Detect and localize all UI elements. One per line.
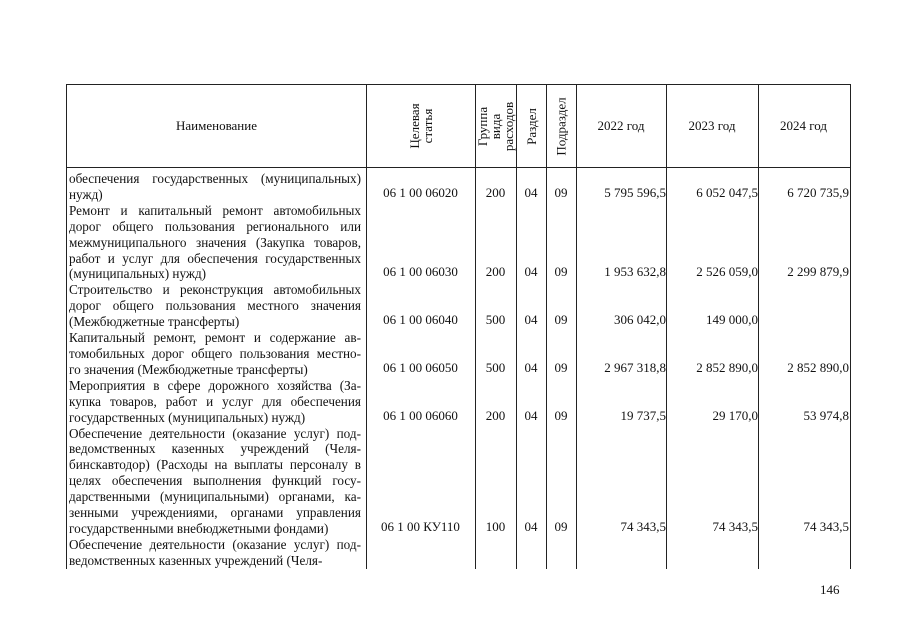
row-expense-group: 100 [485, 518, 506, 534]
header-section: Раздел [523, 107, 539, 145]
row-name-line: Капитальный ремонт, ремонт и содержание ав- [69, 330, 361, 346]
row-name-line: дорог общего пользования регионального или [69, 218, 361, 234]
row-expense-group: 200 [485, 407, 506, 423]
row-section: 04 [524, 518, 538, 534]
row-code: 06 1 00 КУ110 [381, 518, 460, 534]
row-expense-group: 500 [485, 312, 506, 328]
row-name-line: государственных (муниципальных) нужд) [69, 409, 306, 425]
row-subsection: 09 [554, 518, 568, 534]
row-subsection: 09 [554, 312, 568, 328]
table-row [67, 282, 850, 330]
table-row [67, 426, 850, 537]
row-value-2024: 2 299 879,9 [787, 264, 849, 280]
row-value-2023: 6 052 047,5 [696, 184, 758, 200]
row-section: 04 [524, 359, 538, 375]
table-body [67, 171, 850, 569]
row-value-2024: 74 343,5 [803, 518, 849, 534]
header-divider [67, 167, 850, 168]
table-row [67, 330, 850, 378]
row-name [67, 171, 361, 203]
row-name [67, 378, 361, 426]
row-name-line: бинскавтодор) (Расходы на выплаты персоналу в [69, 457, 361, 473]
table-row [67, 537, 850, 569]
row-code: 06 1 00 06020 [383, 184, 458, 200]
budget-table [66, 84, 851, 569]
row-name-line: Строительство и реконструкция автомобильных [69, 282, 361, 298]
row-section: 04 [524, 407, 538, 423]
row-expense-group: 200 [485, 264, 506, 280]
row-code: 06 1 00 06060 [383, 407, 458, 423]
table-row [67, 378, 850, 426]
page-number: 146 [820, 582, 840, 597]
row-value-2023: 149 000,0 [706, 312, 758, 328]
row-subsection: 09 [554, 407, 568, 423]
row-name [67, 330, 361, 378]
row-name-line: Обеспечение деятельности (оказание услуг) под- [69, 425, 361, 441]
row-name-line: целях обеспечения выполнения функций госу- [69, 473, 361, 489]
row-section: 04 [524, 184, 538, 200]
header-2023: 2023 год [688, 118, 736, 133]
row-name-line: зенными учреждениями, органами управления [69, 505, 361, 521]
row-name-line: государственными внебюджетными фондами) [69, 520, 329, 536]
table-row [67, 171, 850, 203]
row-name-line: (муниципальных) нужд) [69, 266, 207, 282]
row-value-2023: 29 170,0 [712, 407, 758, 423]
row-name-line: обеспечения государственных (муниципальных) [69, 171, 361, 186]
header-2022: 2022 год [597, 118, 645, 133]
row-section: 04 [524, 264, 538, 280]
row-name [67, 537, 361, 569]
row-subsection: 09 [554, 184, 568, 200]
row-expense-group: 500 [485, 359, 506, 375]
row-name [67, 426, 361, 537]
row-value-2023: 2 852 890,0 [696, 359, 758, 375]
row-value-2022: 74 343,5 [620, 518, 666, 534]
header-expense-group: Группа вида расходов [475, 101, 516, 151]
header-target-article: Целевая статья [406, 103, 435, 149]
row-name-line: Мероприятия в сфере дорожного хозяйства (За- [69, 377, 361, 393]
row-code: 06 1 00 06030 [383, 264, 458, 280]
row-name [67, 203, 361, 283]
row-name-line: работ и услуг для обеспечения государственных [69, 250, 361, 266]
row-expense-group: 200 [485, 184, 506, 200]
row-name-line: ведомственных казенных учреждений (Челя- [69, 441, 361, 457]
row-value-2023: 2 526 059,0 [696, 264, 758, 280]
row-subsection: 09 [554, 359, 568, 375]
header-subsection: Подраздел [553, 96, 569, 156]
row-name-line: межмуниципального значения (Закупка товаров, [69, 234, 361, 250]
row-name-line: томобильных дорог общего пользования местно- [69, 345, 361, 361]
row-name [67, 282, 361, 330]
row-name-line: Ремонт и капитальный ремонт автомобильных [69, 202, 361, 218]
row-value-2024: 6 720 735,9 [787, 184, 849, 200]
row-value-2022: 1 953 632,8 [604, 264, 666, 280]
row-name-line: Обеспечение деятельности (оказание услуг) под- [69, 536, 361, 552]
row-name-line: дарственными (муниципальными) органами, ка- [69, 489, 361, 505]
header-2024: 2024 год [780, 118, 827, 133]
row-name-line: дорог общего пользования местного значения [69, 298, 361, 314]
row-name-line: нужд) [69, 186, 103, 202]
row-name-line: купка товаров, работ и услуг для обеспечения [69, 393, 361, 409]
row-value-2022: 5 795 596,5 [604, 184, 666, 200]
row-value-2022: 19 737,5 [620, 407, 666, 423]
row-name-line: (Межбюджетные трансферты) [69, 314, 240, 330]
row-value-2024: 53 974,8 [803, 407, 849, 423]
row-code: 06 1 00 06040 [383, 312, 458, 328]
row-code: 06 1 00 06050 [383, 359, 458, 375]
header-name: Наименование [176, 118, 257, 133]
row-value-2022: 306 042,0 [614, 312, 666, 328]
row-value-2022: 2 967 318,8 [604, 359, 666, 375]
row-subsection: 09 [554, 264, 568, 280]
row-name-line: го значения (Межбюджетные трансферты) [69, 361, 308, 377]
row-name-line: ведомственных казенных учреждений (Челя- [69, 552, 323, 568]
table-row [67, 203, 850, 283]
row-section: 04 [524, 312, 538, 328]
row-value-2024: 2 852 890,0 [787, 359, 849, 375]
row-value-2023: 74 343,5 [712, 518, 758, 534]
